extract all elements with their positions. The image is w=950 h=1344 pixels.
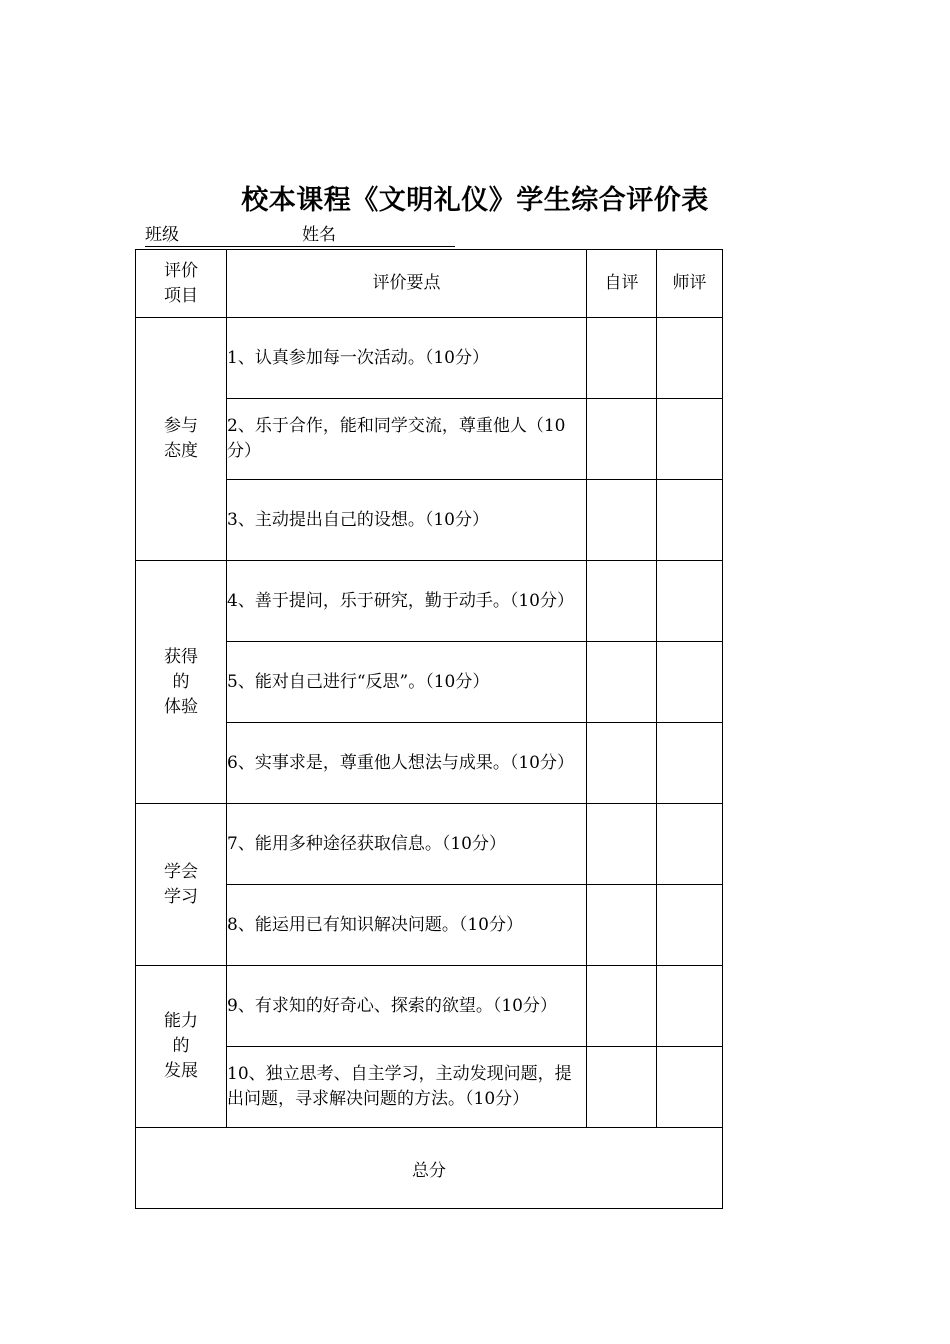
class-label: 班级 <box>145 225 179 245</box>
self-score-cell[interactable] <box>587 1047 657 1128</box>
teacher-score-cell[interactable] <box>657 1047 723 1128</box>
self-score-cell[interactable] <box>587 399 657 480</box>
item-cell: 2、乐于合作，能和同学交流，尊重他人（10分） <box>227 399 587 480</box>
item-cell: 4、善于提问，乐于研究，勤于动手。（10分） <box>227 561 587 642</box>
category-line: 的 <box>172 671 190 692</box>
teacher-score-cell[interactable] <box>657 723 723 804</box>
table-row <box>136 561 723 642</box>
self-score-cell[interactable] <box>587 480 657 561</box>
self-score-cell[interactable] <box>587 885 657 966</box>
self-score-cell[interactable] <box>587 804 657 885</box>
total-cell: 总分 <box>136 1128 723 1209</box>
item-cell: 1、认真参加每一次活动。（10分） <box>227 318 587 399</box>
teacher-score-cell[interactable] <box>657 642 723 723</box>
item-cell: 6、实事求是，尊重他人想法与成果。（10分） <box>227 723 587 804</box>
student-info-line <box>145 224 455 247</box>
item-cell: 8、能运用已有知识解决问题。（10分） <box>227 885 587 966</box>
category-line: 学会 <box>164 861 198 882</box>
category-line: 获得 <box>164 646 198 667</box>
header-item-line: 评价 <box>164 260 198 281</box>
header-item-cell <box>136 250 227 318</box>
header-item-line: 项目 <box>164 285 198 306</box>
category-line: 态度 <box>164 441 198 461</box>
category-cell <box>136 804 227 966</box>
category-line: 能力 <box>164 1011 198 1031</box>
item-cell: 10、独立思考、自主学习，主动发现问题，提出问题，寻求解决问题的方法。（10分） <box>227 1047 587 1128</box>
self-score-cell[interactable] <box>587 642 657 723</box>
teacher-score-cell[interactable] <box>657 966 723 1047</box>
self-score-cell[interactable] <box>587 318 657 399</box>
evaluation-table <box>135 249 723 1209</box>
category-line: 参与 <box>164 416 198 436</box>
header-self-cell: 自评 <box>587 250 657 318</box>
name-label: 姓名 <box>302 225 336 245</box>
teacher-score-cell[interactable] <box>657 399 723 480</box>
category-line: 发展 <box>164 1061 198 1081</box>
category-line: 的 <box>172 1036 190 1056</box>
item-cell: 3、主动提出自己的设想。（10分） <box>227 480 587 561</box>
category-cell <box>136 966 227 1128</box>
teacher-score-cell[interactable] <box>657 561 723 642</box>
teacher-score-cell[interactable] <box>657 318 723 399</box>
category-line: 学习 <box>164 886 198 907</box>
header-row <box>136 250 723 318</box>
table-row <box>136 318 723 399</box>
item-cell: 9、有求知的好奇心、探索的欲望。（10分） <box>227 966 587 1047</box>
teacher-score-cell[interactable] <box>657 804 723 885</box>
table-row <box>136 966 723 1047</box>
category-cell <box>136 561 227 804</box>
category-line: 体验 <box>164 696 198 717</box>
total-row <box>136 1128 723 1209</box>
category-cell <box>136 318 227 561</box>
page-title: 校本课程《文明礼仪》学生综合评价表 <box>241 185 709 216</box>
teacher-score-cell[interactable] <box>657 885 723 966</box>
item-cell: 5、能对自己进行“反思”。（10分） <box>227 642 587 723</box>
header-points-cell: 评价要点 <box>227 250 587 318</box>
self-score-cell[interactable] <box>587 723 657 804</box>
header-teacher-cell: 师评 <box>657 250 723 318</box>
self-score-cell[interactable] <box>587 561 657 642</box>
teacher-score-cell[interactable] <box>657 480 723 561</box>
item-cell: 7、能用多种途径获取信息。（10分） <box>227 804 587 885</box>
table-row <box>136 804 723 885</box>
self-score-cell[interactable] <box>587 966 657 1047</box>
